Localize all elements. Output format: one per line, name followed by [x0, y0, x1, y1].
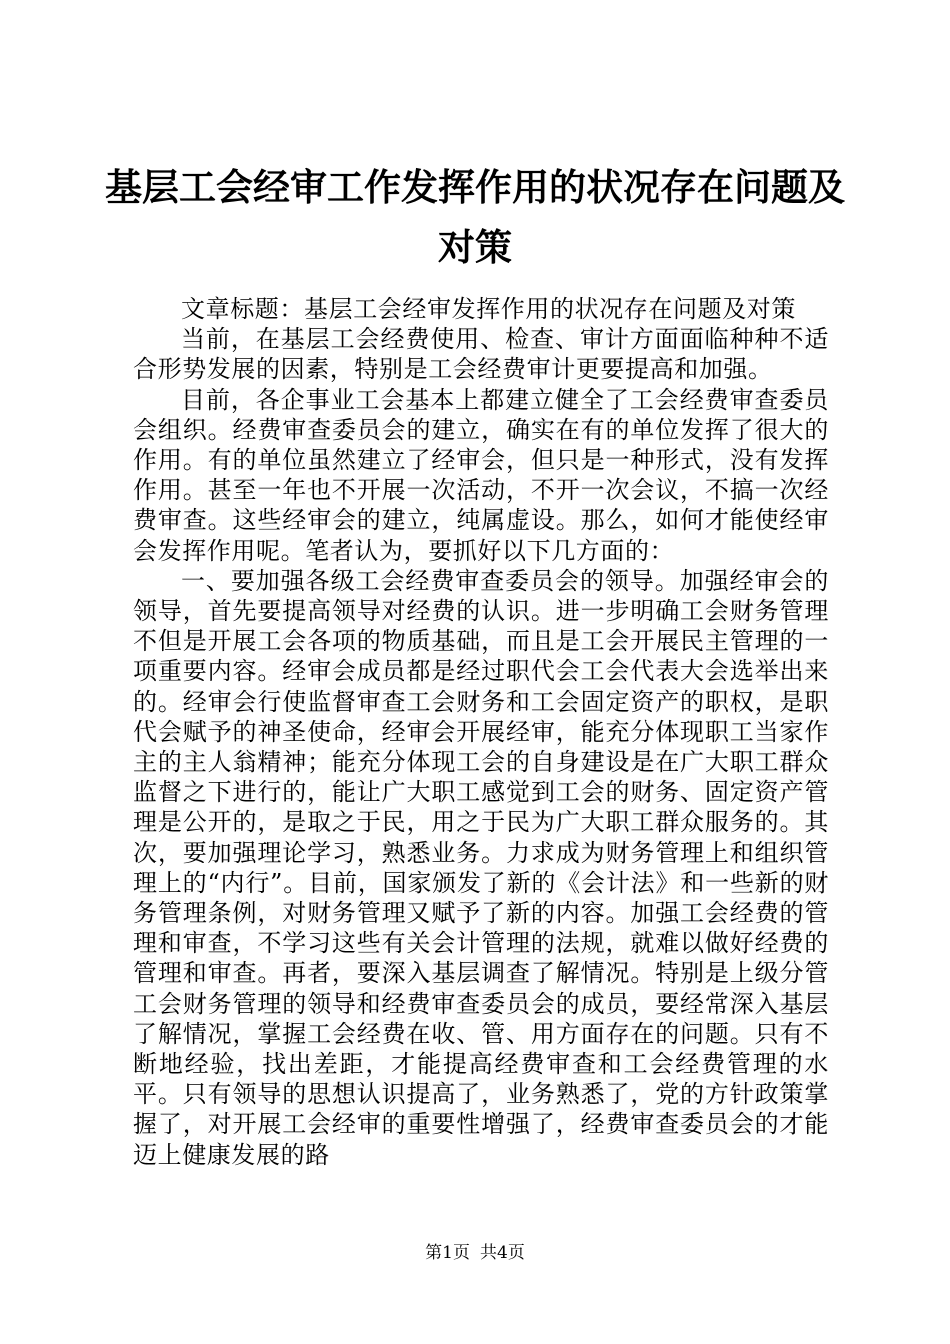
page-footer	[0, 1242, 950, 1264]
document-title: 基层工会经审工作发挥作用的状况存在问题及对策	[105, 166, 845, 269]
paragraph: 当前，在基层工会经费使用、检查、审计方面面临种种不适合形势发展的因素，特别是工会经费审计更要提高和加强。	[133, 325, 829, 384]
paragraph: 目前，各企事业工会基本上都建立健全了工会经费审查委员会组织。经费审查委员会的建立，确实在有的单位发挥了很大的作用。有的单位虽然建立了经审会，但只是一种形式，没有发挥作用。甚至一年也不开展一次活动，不开一次会议，不搞一次经费审查。这些经审会的建立，纯属虚设。那么，如何才能使经审会发挥作用呢。笔者认为，要抓好以下几方面的：	[133, 385, 829, 565]
document-body	[133, 294, 829, 1170]
paragraph-article-title: 文章标题：基层工会经审发挥作用的状况存在问题及对策	[181, 295, 796, 323]
page-number: 第1页	[425, 1243, 470, 1263]
page-total: 共4页	[480, 1243, 525, 1263]
paragraph: 一、要加强各级工会经费审查委员会的领导。加强经审会的领导，首先要提高领导对经费的认识。进一步明确工会财务管理不但是开展工会各项的物质基础，而且是工会开展民主管理的一项重要内容。经审会成员都是经过职代会工会代表大会选举出来的。经审会行使监督审查工会财务和工会固定资产的职权，是职代会赋予的神圣使命，经审会开展经审，能充分体现职工当家作主的主人翁精神；能充分体现工会的自身建设是在广大职工群众监督之下进行的，能让广大职工感觉到工会的财务、固定资产管理是公开的，是取之于民，用之于民为广大职工群众服务的。其次，要加强理论学习，熟悉业务。力求成为财务管理上和组织管理上的“内行”。目前，国家颁发了新的《会计法》和一些新的财务管理条例，对财务管理又赋予了新的内容。加强工会经费的管理和审查，不学习这些有关会计管理的法规，就难以做好经费的管理和审查。再者，要深入基层调查了解情况。特别是上级分管工会财务管理的领导和经费审查委员会的成员，要经常深入基层了解情况，掌握工会经费在收、管、用方面存在的问题。只有不断地经验，找出差距，才能提高经费审查和工会经费管理的水平。只有领导的思想认识提高了，业务熟悉了，党的方针政策掌握了，对开展工会经审的重要性增强了，经费审查委员会的才能迈上健康发展的路	[133, 566, 829, 1169]
